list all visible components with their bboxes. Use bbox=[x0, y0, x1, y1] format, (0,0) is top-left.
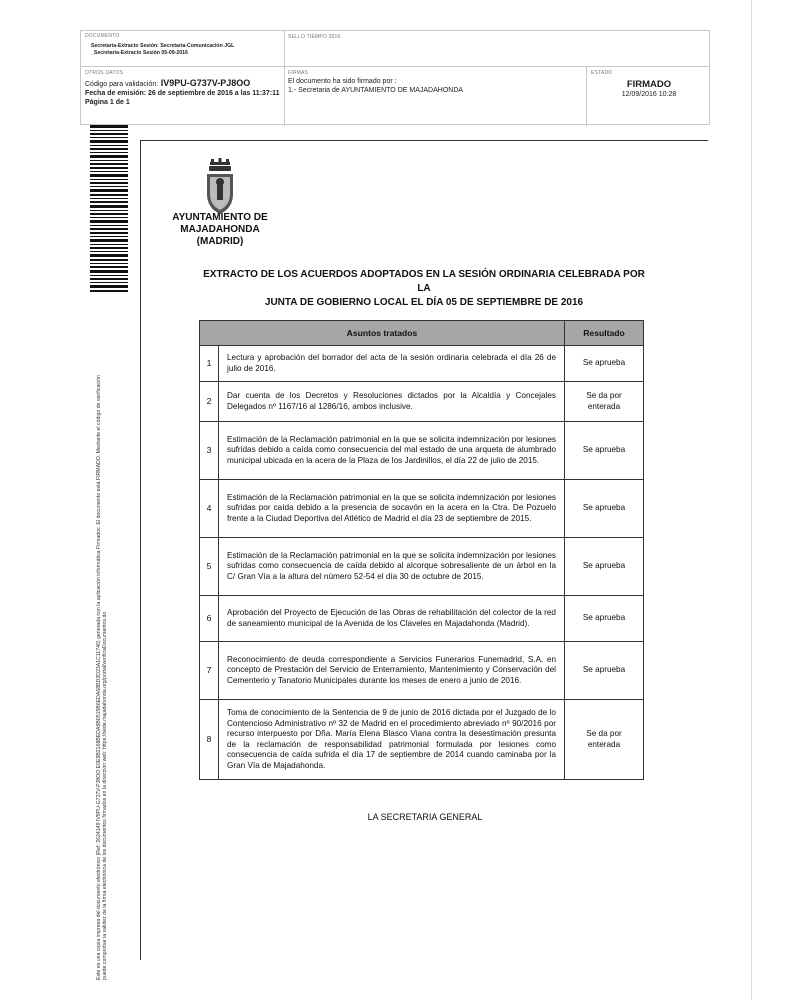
firmas-line2: 1.- Secretaria de AYUNTAMIENTO DE MAJADAHONDA bbox=[288, 87, 464, 94]
row-number: 5 bbox=[200, 538, 219, 596]
documento-line1: Secretaría-Extracto Sesión: Secretaría-Comunicación JGL bbox=[91, 43, 235, 49]
org-line3: (MADRID) bbox=[196, 236, 244, 247]
table-row bbox=[200, 596, 644, 642]
documento-line2: _Secretaría-Extracto Sesión 05-09-2016 bbox=[91, 50, 188, 56]
fecha-emision: Fecha de emisión: 26 de septiembre de 2016 a las 11:37:11 bbox=[85, 90, 280, 97]
row-result: Se aprueba bbox=[565, 480, 644, 538]
csv-code: IV9PU-G737V-PJ8OO bbox=[160, 78, 251, 88]
org-line1: AYUNTAMIENTO DE bbox=[172, 212, 268, 223]
validation-header bbox=[80, 30, 710, 125]
row-result: Se aprueba bbox=[565, 422, 644, 480]
pagina: Página 1 de 1 bbox=[85, 99, 130, 106]
side-text-line1: Este es una copia impresa del documento electrónico (Ref: 2624149 IV9PU-G737V-PJ8OO E0E9B2168BEDA9B0515B6EDA68BD2D23A1C11740) generada con la aplicación informática Firmadoc. El documento está FIRMADO. Mediante el código de verificación bbox=[96, 375, 102, 980]
firmas-label: FIRMAS bbox=[288, 70, 309, 76]
row-number: 3 bbox=[200, 422, 219, 480]
estado-label: ESTADO bbox=[591, 70, 613, 76]
firmas-line1: El documento ha sido firmado por : bbox=[288, 78, 397, 85]
agreements-table bbox=[199, 320, 644, 780]
header-divider bbox=[284, 66, 285, 126]
row-result: Se aprueba bbox=[565, 538, 644, 596]
csv-code-line bbox=[85, 78, 250, 88]
estado-value: FIRMADO bbox=[626, 79, 672, 90]
documento-label: DOCUMENTO bbox=[85, 33, 120, 39]
row-number: 6 bbox=[200, 596, 219, 642]
title-line1: EXTRACTO DE LOS ACUERDOS ADOPTADOS EN LA SESIÓN ORDINARIA CELEBRADA POR LA bbox=[203, 269, 645, 294]
table-row bbox=[200, 346, 644, 382]
row-text: Reconocimiento de deuda correspondiente a Servicios Funerarios Funemadrid, S.A. en concepto de Prestación del Servicio de Enterramiento, Mantenimiento y Conservación del Cementerio y Tanatorio Municipales durante los meses de enero a junio de 2016. bbox=[219, 642, 565, 700]
row-text: Estimación de la Reclamación patrimonial en la que se solicita indemnización por lesiones sufridas debido a caída como consecuencia del mal estado de una arqueta de alumbrado municipal ubicada en la acera de la Plaza de los Jardinillos, el día 22 de julio de 2015. bbox=[219, 422, 565, 480]
side-text-line2: puede comprobar la validez de la firma electrónica de los documentos firmados en la dirección web: https://sede.majadahonda.org/portal/verificaDocumentos.do bbox=[102, 611, 109, 980]
row-text: Toma de conocimiento de la Sentencia de 9 de junio de 2016 dictada por el Juzgado de lo Contencioso Administrativo nº 32 de Madrid en el procedimiento abreviado nº 90/2016 por recurso interpuesto por Dña. María Elena Blasco Viana contra la desestimación presunta de la reclamación de responsabilidad patrimonial formulada por lesiones como consecuencia de caída sufrida el día 17 de septiembre de 2014 cuando caminaba por la Gran Vía de Majadahonda. bbox=[219, 700, 565, 780]
row-number: 7 bbox=[200, 642, 219, 700]
row-text: Lectura y aprobación del borrador del acta de la sesión ordinaria celebrada el día 26 de julio de 2016. bbox=[219, 346, 565, 382]
col-resultado-header: Resultado bbox=[565, 321, 644, 346]
row-text: Dar cuenta de los Decretos y Resoluciones dictados por la Alcaldía y Concejales Delegados nº 1167/16 al 1286/16, ambos inclusive. bbox=[219, 382, 565, 422]
sello-label: SELLO TIEMPO 2016 bbox=[288, 34, 341, 40]
table-row bbox=[200, 538, 644, 596]
row-number: 4 bbox=[200, 480, 219, 538]
row-text: Estimación de la Reclamación patrimonial en la que se solicita indemnización por lesiones sufridas como consecuencia de caída debido al alcorque sobresaliente de un árbol en la C/ Gran Vía a la altura del número 52-54 el día 30 de octubre de 2015. bbox=[219, 538, 565, 596]
csv-label: OTROS DATOS bbox=[85, 70, 124, 76]
table-row bbox=[200, 642, 644, 700]
signature-title: LA SECRETARIA GENERAL bbox=[367, 812, 483, 822]
estado-date: 12/09/2016 10:28 bbox=[621, 91, 677, 98]
table-row bbox=[200, 382, 644, 422]
title-line2: JUNTA DE GOBIERNO LOCAL EL DÍA 05 DE SEPTIEMBRE DE 2016 bbox=[264, 297, 584, 308]
table-row bbox=[200, 480, 644, 538]
verification-side-text bbox=[96, 110, 108, 980]
row-number: 1 bbox=[200, 346, 219, 382]
row-result: Se da por enterada bbox=[565, 382, 644, 422]
row-result: Se aprueba bbox=[565, 642, 644, 700]
header-top-row bbox=[81, 31, 709, 67]
table-header-row bbox=[200, 321, 644, 346]
row-text: Estimación de la Reclamación patrimonial en la que se solicita indemnización por lesiones sufridas por caída debido a la presencia de socavón en la acera en la Ctra. De Pozuelo frente a la Ciudad Deportiva del Atlético de Madrid el día 23 de septiembre de 2015. bbox=[219, 480, 565, 538]
row-number: 2 bbox=[200, 382, 219, 422]
row-text: Aprobación del Proyecto de Ejecución de las Obras de rehabilitación del colector de la red de saneamiento municipal de la Avenida de los Claveles en Majadahonda (Madrid). bbox=[219, 596, 565, 642]
document-title bbox=[200, 268, 648, 310]
table-row bbox=[200, 700, 644, 780]
organization-name bbox=[168, 212, 272, 248]
row-result: Se aprueba bbox=[565, 596, 644, 642]
col-asuntos-header: Asuntos tratados bbox=[200, 321, 565, 346]
coat-of-arms-icon bbox=[200, 158, 240, 218]
csv-prefix: Código para validación: bbox=[85, 81, 159, 88]
row-result: Se da por enterada bbox=[565, 700, 644, 780]
row-result: Se aprueba bbox=[565, 346, 644, 382]
row-number: 8 bbox=[200, 700, 219, 780]
header-divider bbox=[284, 31, 285, 66]
table-row bbox=[200, 422, 644, 480]
org-line2: MAJADAHONDA bbox=[180, 224, 260, 235]
